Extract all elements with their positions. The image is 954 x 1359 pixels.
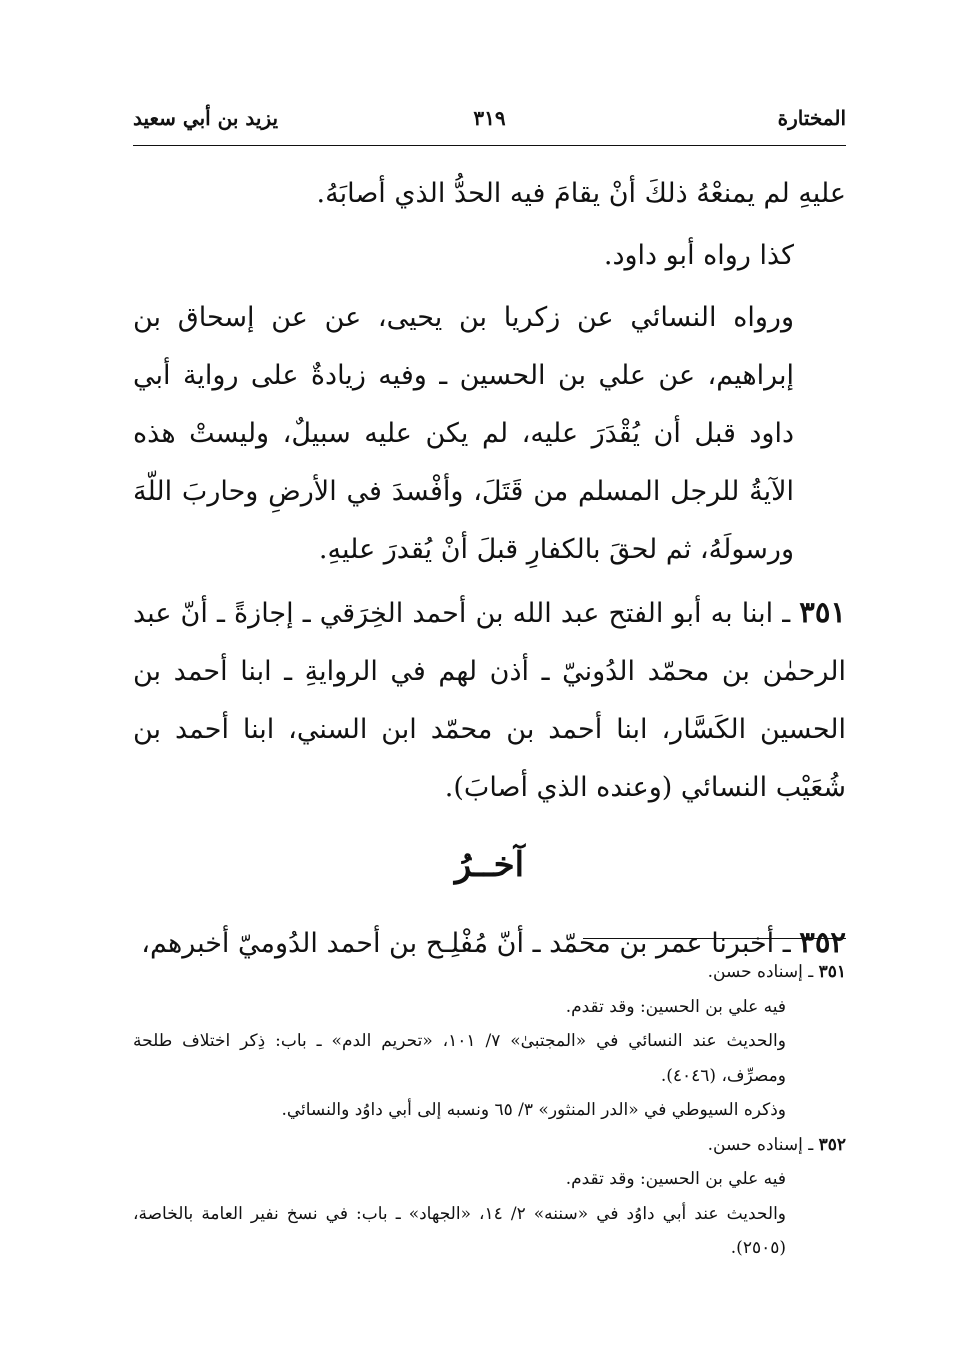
hadith-351-text: ـ ابنا به أبو الفتح عبد الله بن أحمد الخِرَقي ـ إجازةً ـ أنّ عبد الرحمٰن بن محمّد الدُونيّ ـ أذن لهم في الروايةِ ـ ابنا أحمد بن الحسين الكَسَّار، ابنا أحمد بن محمّد ابن السني، ابنا أحمد بن شُعَيْب النسائي (وعنده الذي أصابَ). bbox=[133, 598, 846, 803]
paragraph-1: عليهِ لم يمنعْهُ ذلكَ أنْ يقامَ فيه الحدُّ الذي أصابَهُ. bbox=[316, 178, 846, 209]
main-text bbox=[133, 165, 846, 973]
footnote-352-title bbox=[133, 1128, 846, 1163]
hadith-number-351: ٣٥١ bbox=[799, 595, 846, 629]
footnote-number-351: ٣٥١ bbox=[818, 962, 846, 982]
section-heading: آخــرُ bbox=[454, 845, 525, 885]
footnote-separator bbox=[583, 938, 846, 939]
footnote-352-line-1: فيه علي بن الحسين: وقد تقدم. bbox=[565, 1169, 786, 1189]
paragraph-2: كذا رواه أبو داود. bbox=[603, 240, 794, 271]
footnote-351-line-1: فيه علي بن الحسين: وقد تقدم. bbox=[565, 996, 786, 1017]
footnote-351-line-2: والحديث عند النسائي في «المجتبىٰ» ٧/ ١٠١، «تحريم الدم» ـ باب: ذِكر اختلاف طلحة ومصرِّف، (٤٠٤٦). bbox=[133, 1031, 786, 1086]
footnote-351-line-3: وذكره السيوطي في «الدر المنثور» ٣/ ٦٥ ونسبه إلى أبي داوُد والنسائي. bbox=[281, 1100, 786, 1120]
paragraph-3: ورواه النسائي عن زكريا بن يحيى، عن عن إسحاق بن إبراهيم، عن علي بن الحسين ـ وفيه زيادةٌ على رواية أبي داود قبل أن يُقْدَرَ عليه، لم يكن عليه سبيلٌ، وليستْ هذه الآيةُ للرجل المسلم من قَتَلَ، وأفْسدَ في الأرضِ وحاربَ اللّهَ ورسولَهُ، ثم لحقَ بالكفارِ قبلَ أنْ يُقدرَ عليهِ. bbox=[133, 302, 794, 565]
footnote-351-title bbox=[133, 955, 846, 990]
footnote-number-352: ٣٥٢ bbox=[818, 1134, 846, 1155]
paragraph-351 bbox=[133, 583, 846, 817]
footnotes bbox=[133, 955, 846, 1266]
header-rule bbox=[133, 145, 846, 146]
hadith-352-text: ـ أخبرنا عمر بن محمّد ـ أنّ مُفْلِـح بن أحمد الدُوميّ أخبرهم، bbox=[141, 928, 791, 959]
hadith-number-352: ٣٥٢ bbox=[799, 925, 846, 959]
header-book-title: المختارة bbox=[777, 106, 846, 130]
page-header bbox=[133, 102, 846, 138]
header-section-title: يزيد بن أبي سعيد bbox=[133, 106, 279, 130]
page-number: ٣١٩ bbox=[473, 106, 506, 130]
footnote-351-heading: ـ إسناده حسن. bbox=[707, 962, 814, 982]
footnote-352-heading: ـ إسناده حسن. bbox=[707, 1134, 814, 1155]
footnote-352-line-2: والحديث عند أبي داوُد في «سننه» ٢/ ١٤، «الجهاد» ـ باب: في نسخ نفير العامة بالخاصة، (٢٥٠٥). bbox=[133, 1203, 787, 1258]
